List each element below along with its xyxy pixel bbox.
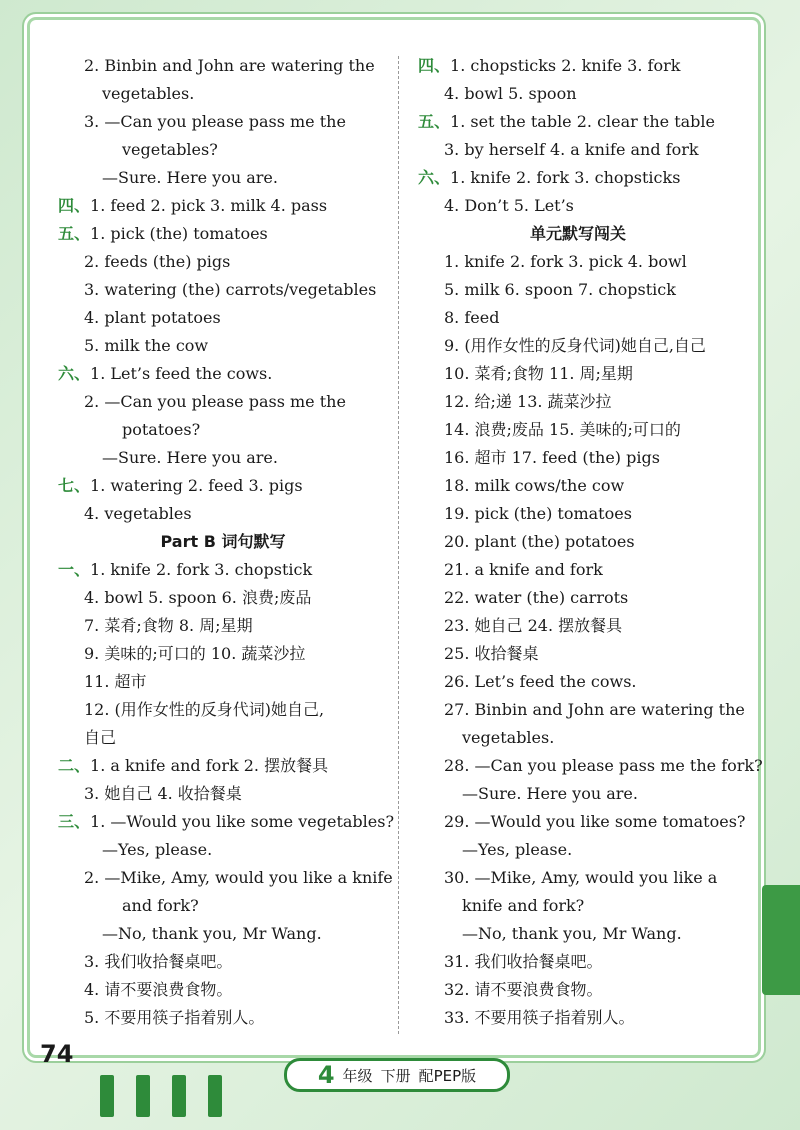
left-column [58,52,395,1032]
section-six [418,164,738,192]
section-six [58,360,388,388]
answer-line: 4. vegetables [84,504,192,523]
answer-line: 5. milk 6. spoon 7. chopstick [444,280,676,299]
footer-tab [100,1075,114,1117]
right-column [418,52,763,1032]
answer-line: 19. pick (the) tomatoes [444,504,632,523]
answer-line: 26. Let’s feed the cows. [444,672,637,691]
answer-line: 自己 [84,728,117,747]
answer-line: 4. bowl 5. spoon 6. 浪费;废品 [84,588,312,607]
answer-line: 1. Let’s feed the cows. [90,364,273,383]
answer-line: and fork? [122,896,199,915]
answer-line: 1. knife 2. fork 3. chopstick [90,560,313,579]
answer-line: 28. —Can you please pass me the fork? [444,756,763,775]
answer-line: 23. 她自己 24. 摆放餐具 [444,616,623,635]
answer-line: 32. 请不要浪费食物。 [444,980,603,999]
section-number: 六、 [418,168,451,187]
footer-tab [208,1075,222,1117]
answer-line: 1. feed 2. pick 3. milk 4. pass [90,196,328,215]
section-three [58,808,395,836]
answer-line: 27. Binbin and John are watering the [444,700,745,719]
answer-line: 9. (用作女性的反身代词)她自己,自己 [444,336,706,355]
answer-line: 12. 给;递 13. 蔬菜沙拉 [444,392,612,411]
answer-line: 25. 收拾餐桌 [444,644,539,663]
grade-badge [284,1058,510,1092]
section-one [58,556,388,584]
unit-dictation-heading: 单元默写闯关 [529,224,626,243]
answer-line: 12. (用作女性的反身代词)她自己, [84,700,325,719]
edition-label: 配PEP版 [418,1066,477,1085]
section-number: 四、 [418,56,451,75]
answer-line: 31. 我们收拾餐桌吧。 [444,952,603,971]
answer-line: 3. —Can you please pass me the [84,112,346,131]
answer-line: vegetables? [122,140,218,159]
answer-line: 4. plant potatoes [84,308,221,327]
answer-line: knife and fork? [462,896,585,915]
answer-line: 21. a knife and fork [444,560,603,579]
answer-line: —No, thank you, Mr Wang. [102,924,322,943]
section-number: 二、 [58,756,91,775]
answer-line: —Yes, please. [102,840,213,859]
answer-line: —Sure. Here you are. [102,168,278,187]
section-number: 三、 [58,812,91,831]
section-five [58,220,388,248]
answer-line: 1. —Would you like some vegetables? [90,812,395,831]
answer-line: —Sure. Here you are. [102,448,278,467]
answer-line: 33. 不要用筷子指着别人。 [444,1008,635,1027]
side-tab [762,885,800,995]
section-two [58,752,388,780]
section-five [418,108,738,136]
answer-line: 16. 超市 17. feed (the) pigs [444,448,660,467]
page-number: 74 [40,1040,74,1068]
answer-line: 2. —Mike, Amy, would you like a knife [84,868,393,887]
answer-line: 1. knife 2. fork 3. pick 4. bowl [444,252,687,271]
section-number: 四、 [58,196,91,215]
section-four [418,52,738,80]
answer-line: 2. feeds (the) pigs [84,252,231,271]
grade-number: 4 [317,1061,335,1089]
section-number: 五、 [58,224,91,243]
column-divider [398,56,399,1034]
answer-line: vegetables. [462,728,555,747]
answer-line: —No, thank you, Mr Wang. [462,924,682,943]
footer-tab [172,1075,186,1117]
answer-line: 4. bowl 5. spoon [444,84,577,103]
answer-line: 4. Don’t 5. Let’s [444,196,574,215]
section-seven [58,472,388,500]
answer-line: 30. —Mike, Amy, would you like a [444,868,718,887]
footer-tabs [100,1075,222,1117]
answer-line: 11. 超市 [84,672,147,691]
answer-line: 1. set the table 2. clear the table [450,112,715,131]
grade-label: 年级 [342,1066,373,1085]
answer-line: 22. water (the) carrots [444,588,629,607]
section-number: 七、 [58,476,91,495]
answer-line: 1. knife 2. fork 3. chopsticks [450,168,681,187]
answer-line: 3. 她自己 4. 收拾餐桌 [84,784,242,803]
answer-line: 3. watering (the) carrots/vegetables [84,280,377,299]
answer-line: 5. milk the cow [84,336,209,355]
answer-line: 2. Binbin and John are watering the [84,56,375,75]
answer-line: 9. 美味的;可口的 10. 蔬菜沙拉 [84,644,306,663]
answer-line: 8. feed [444,308,500,327]
answer-line: 3. by herself 4. a knife and fork [444,140,699,159]
section-number: 五、 [418,112,451,131]
part-b-heading: Part B 词句默写 [160,532,286,551]
answer-line: —Yes, please. [462,840,573,859]
answer-line: 4. 请不要浪费食物。 [84,980,233,999]
answer-line: 18. milk cows/the cow [444,476,625,495]
answer-line: 14. 浪费;废品 15. 美味的;可口的 [444,420,681,439]
answer-line: 1. chopsticks 2. knife 3. fork [450,56,681,75]
answer-line: 2. —Can you please pass me the [84,392,346,411]
answer-line: 29. —Would you like some tomatoes? [444,812,746,831]
footer-tab [136,1075,150,1117]
answer-line: 5. 不要用筷子指着别人。 [84,1008,265,1027]
answer-line: vegetables. [102,84,195,103]
answer-line: —Sure. Here you are. [462,784,638,803]
term-label: 下册 [380,1066,411,1085]
answer-line: 20. plant (the) potatoes [444,532,635,551]
section-four [58,192,388,220]
answer-line: 1. a knife and fork 2. 摆放餐具 [90,756,329,775]
section-number: 一、 [58,560,91,579]
answer-line: 3. 我们收拾餐桌吧。 [84,952,233,971]
answer-line: potatoes? [122,420,201,439]
answer-line: 7. 菜肴;食物 8. 周;星期 [84,616,253,635]
answer-line: 1. pick (the) tomatoes [90,224,268,243]
answer-line: 1. watering 2. feed 3. pigs [90,476,303,495]
section-number: 六、 [58,364,91,383]
answer-line: 10. 菜肴;食物 11. 周;星期 [444,364,633,383]
